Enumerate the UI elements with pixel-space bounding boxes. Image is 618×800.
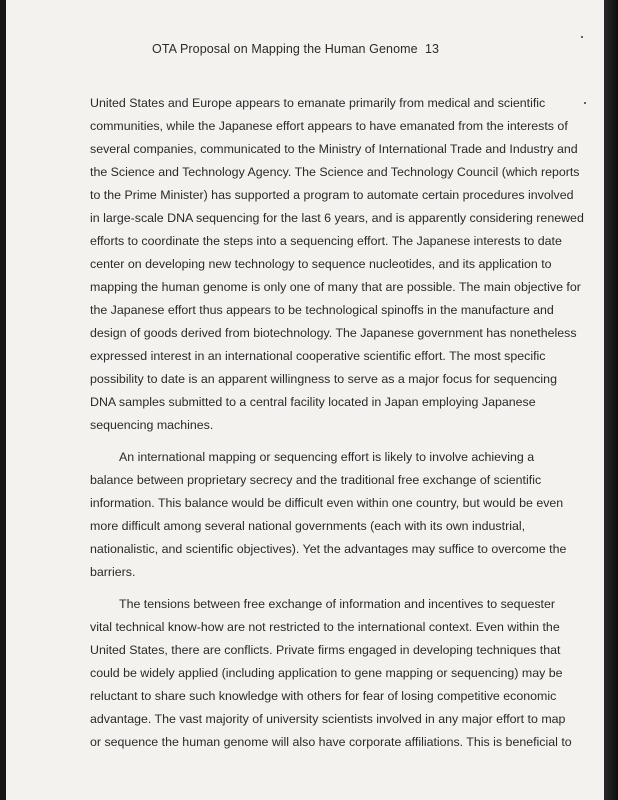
page-edge-shadow: [604, 0, 618, 800]
text-line: or sequence the human genome will also have corporate affiliations. This is beneficial to: [90, 735, 572, 749]
text-line: vital technical know-how are not restricted to the international context. Even within the: [90, 620, 560, 634]
text-line: could be widely applied (including application to gene mapping or sequencing) may be: [90, 666, 563, 680]
text-line: An international mapping or sequencing effort is likely to involve achieving a: [119, 450, 535, 464]
speck-mark: [584, 102, 586, 104]
text-line: nationalistic, and scientific objectives). Yet the advantages may suffice to overcome the: [90, 542, 567, 556]
text-line: DNA samples submitted to a central facility located in Japan employing Japanese: [90, 395, 536, 409]
text-line: to the Prime Minister) has supported a program to automate certain procedures involved: [90, 188, 574, 202]
text-line: advantage. The vast majority of university scientists involved in any major effort to map: [90, 712, 566, 726]
text-line: reluctant to share such knowledge with others for fear of losing competitive economic: [90, 689, 557, 703]
text-line: possibility to date is an apparent willingness to serve as a major focus for sequencing: [90, 372, 557, 386]
text-line: balance between proprietary secrecy and the traditional free exchange of scientific: [90, 473, 542, 487]
text-line: more difficult among several national governments (each with its own industrial,: [90, 519, 526, 533]
text-line: The tensions between free exchange of information and incentives to sequester: [119, 597, 556, 611]
text-line: sequencing machines.: [90, 418, 214, 432]
text-line: information. This balance would be difficult even within one country, but would be even: [90, 496, 564, 510]
text-line: center on developing new technology to sequence nucleotides, and its application to: [90, 257, 552, 271]
text-line: several companies, communicated to the Ministry of International Trade and Industry and: [90, 142, 578, 156]
text-line: communities, while the Japanese effort appears to have emanated from the interests of: [90, 119, 568, 133]
text-line: the Science and Technology Agency. The Science and Technology Council (which reports: [90, 165, 580, 179]
paragraph-3: [90, 593, 572, 754]
text-line: the Japanese effort thus appears to be technological spinoffs in the manufacture and: [90, 303, 554, 317]
header-title: OTA Proposal on Mapping the Human Genome: [152, 42, 418, 56]
text-line: mapping the human genome is only one of many that are possible. The main objective for: [90, 280, 581, 294]
paragraph-2: [90, 446, 567, 584]
body-text: [90, 92, 584, 754]
paragraph-1: [90, 92, 584, 437]
document-page: [6, 0, 604, 800]
page-number: 13: [425, 42, 440, 56]
text-line: United States and Europe appears to emanate primarily from medical and scientific: [90, 96, 546, 110]
speck-mark: [581, 36, 583, 38]
text-line: efforts to coordinate the steps into a sequencing effort. The Japanese interests to date: [90, 234, 562, 248]
text-line: design of goods derived from biotechnology. The Japanese government has nonetheless: [90, 326, 577, 340]
text-line: expressed interest in an international cooperative scientific effort. The most specific: [90, 349, 546, 363]
text-line: in large-scale DNA sequencing for the last 6 years, and is apparently considering renewed: [90, 211, 584, 225]
text-line: United States, there are conflicts. Private firms engaged in developing techniques that: [90, 643, 561, 657]
text-line: barriers.: [90, 565, 136, 579]
